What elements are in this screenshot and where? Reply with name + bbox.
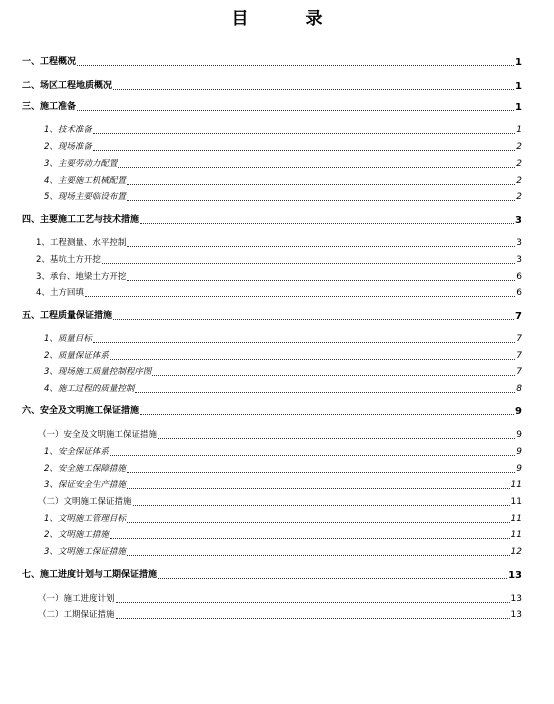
toc-entry-page: 11 [510,514,522,524]
toc-entry[interactable] [22,158,522,171]
dot-leader [135,392,515,393]
toc-entry[interactable] [22,56,522,69]
toc-entry[interactable] [22,214,522,227]
toc-entry-label: 1、技术准备 [44,125,92,135]
toc-entry-label: 1、安全保证体系 [44,447,109,457]
toc-entry-label: 1、工程测量、水平控制 [36,238,127,248]
toc-entry-label: 3、现场施工质量控制程序图 [44,367,152,377]
toc-entry-page: 3 [516,255,522,265]
toc-entry-label: 1、文明施工管理目标 [44,514,126,524]
dot-leader [93,342,515,343]
toc-entry[interactable] [22,513,522,526]
toc-entry-page: 9 [515,406,522,417]
toc-entry-page: 2 [516,159,522,169]
toc-entry[interactable] [22,287,522,300]
toc-entry[interactable] [22,479,522,492]
toc-entry[interactable] [22,366,522,379]
dot-leader [102,263,515,264]
dot-leader [158,578,507,579]
toc-entry[interactable] [22,529,522,542]
dot-leader [93,150,515,151]
dot-leader [127,555,510,556]
dot-leader [140,223,514,224]
toc-entry[interactable] [22,101,522,114]
toc-entry[interactable] [22,593,522,606]
toc-entry-page: 1 [515,102,522,113]
dot-leader [127,280,515,281]
toc-entry-label: 2、文明施工措施 [44,530,109,540]
toc-entry-label: 1、质量目标 [44,334,92,344]
toc-entry-page: 9 [516,447,522,457]
toc-entry-page: 2 [516,176,522,186]
toc-entry-page: 13 [510,594,522,604]
toc-entry[interactable] [22,405,522,418]
toc-entry-label: （一）安全及文明施工保证措施 [38,430,158,440]
page-title: 目 录 [231,9,343,29]
dot-leader [85,296,515,297]
toc-entry-label: 2、安全施工保障措施 [44,464,126,474]
dot-leader [127,246,515,247]
toc-entry-label: 七、施工进度计划与工期保证措施 [22,570,158,580]
toc-entry-page: 7 [516,334,522,344]
toc-entry-page: 9 [516,464,522,474]
toc-entry-page: 8 [516,384,522,394]
dot-leader [116,618,510,619]
dot-leader [127,200,515,201]
toc-entry-label: 2、基坑土方开挖 [36,255,101,265]
toc-entry-label: 二、场区工程地质概况 [22,81,113,91]
toc-entry[interactable] [22,80,522,93]
toc-entry-page: 11 [510,497,522,507]
dot-leader [158,438,515,439]
toc-entry-label: 五、工程质量保证措施 [22,311,113,321]
dot-leader [110,538,510,539]
toc-entry-page: 1 [515,57,522,68]
toc-entry-label: 4、土方回填 [36,288,84,298]
toc-entry-page: 7 [516,351,522,361]
toc-entry-page: 7 [515,311,522,322]
toc-entry[interactable] [22,254,522,267]
toc-entry[interactable] [22,175,522,188]
toc-entry[interactable] [22,333,522,346]
toc-entry-page: 7 [516,367,522,377]
toc-entry-page: 1 [515,81,522,92]
toc-entry-label: 3、文明施工保证措施 [44,547,126,557]
dot-leader [133,505,510,506]
dot-leader [113,89,514,90]
toc-entry-page: 9 [516,430,522,440]
dot-leader [93,133,515,134]
toc-entry[interactable] [22,141,522,154]
toc-entry-label: 六、安全及文明施工保证措施 [22,406,140,416]
toc-entry-page: 2 [516,192,522,202]
toc-entry-label: 3、主要劳动力配置 [44,159,118,169]
dot-leader [127,184,515,185]
toc-entry-page: 11 [510,480,522,490]
toc-entry-page: 6 [516,288,522,298]
dot-leader [127,522,510,523]
toc-entry-label: （一）施工进度计划 [38,594,115,604]
dot-leader [110,359,515,360]
toc-entry-label: 4、主要施工机械配置 [44,176,126,186]
dot-leader [113,319,514,320]
toc-entry[interactable] [22,124,522,137]
dot-leader [127,488,510,489]
toc-entry[interactable] [22,463,522,476]
dot-leader [77,65,514,66]
toc-entry[interactable] [22,310,522,323]
toc-entry[interactable] [22,496,522,509]
toc-entry-page: 3 [516,238,522,248]
toc-entry-label: 4、施工过程的质量控制 [44,384,135,394]
dot-leader [116,602,510,603]
toc-entry-label: 5、现场主要临设布置 [44,192,126,202]
toc-entry-label: （二）文明施工保证措施 [38,497,132,507]
toc-entry-label: 三、施工准备 [22,102,77,112]
dot-leader [152,375,515,376]
dot-leader [118,167,515,168]
toc-entry-page: 2 [516,142,522,152]
toc-entry-label: 3、承台、地梁土方开挖 [36,272,127,282]
toc-entry-page: 11 [510,530,522,540]
toc-entry-page: 6 [516,272,522,282]
toc-entry[interactable] [22,383,522,396]
toc-entry-page: 1 [516,125,522,135]
toc-entry-label: （二）工期保证措施 [38,610,115,620]
toc-entry-label: 四、主要施工工艺与技术措施 [22,215,140,225]
toc-entry-page: 12 [510,547,522,557]
toc-entry-label: 3、保证安全生产措施 [44,480,126,490]
toc-entry[interactable] [22,446,522,459]
toc-entry[interactable] [22,271,522,284]
toc-entry[interactable] [22,350,522,363]
toc-entry-label: 2、质量保证体系 [44,351,109,361]
toc-entry[interactable] [22,569,522,582]
toc-entry-label: 一、工程概况 [22,57,77,67]
dot-leader [77,110,514,111]
toc-entry[interactable] [22,429,522,442]
toc-entry-label: 2、现场准备 [44,142,92,152]
dot-leader [110,455,515,456]
toc-entry-page: 13 [510,610,522,620]
dot-leader [127,472,515,473]
toc-entry[interactable] [22,237,522,250]
toc-entry-page: 3 [515,215,522,226]
toc-entry[interactable] [22,546,522,559]
dot-leader [140,414,514,415]
toc-entry[interactable] [22,191,522,204]
toc-entry-page: 13 [508,570,522,581]
toc-entry[interactable] [22,609,522,622]
